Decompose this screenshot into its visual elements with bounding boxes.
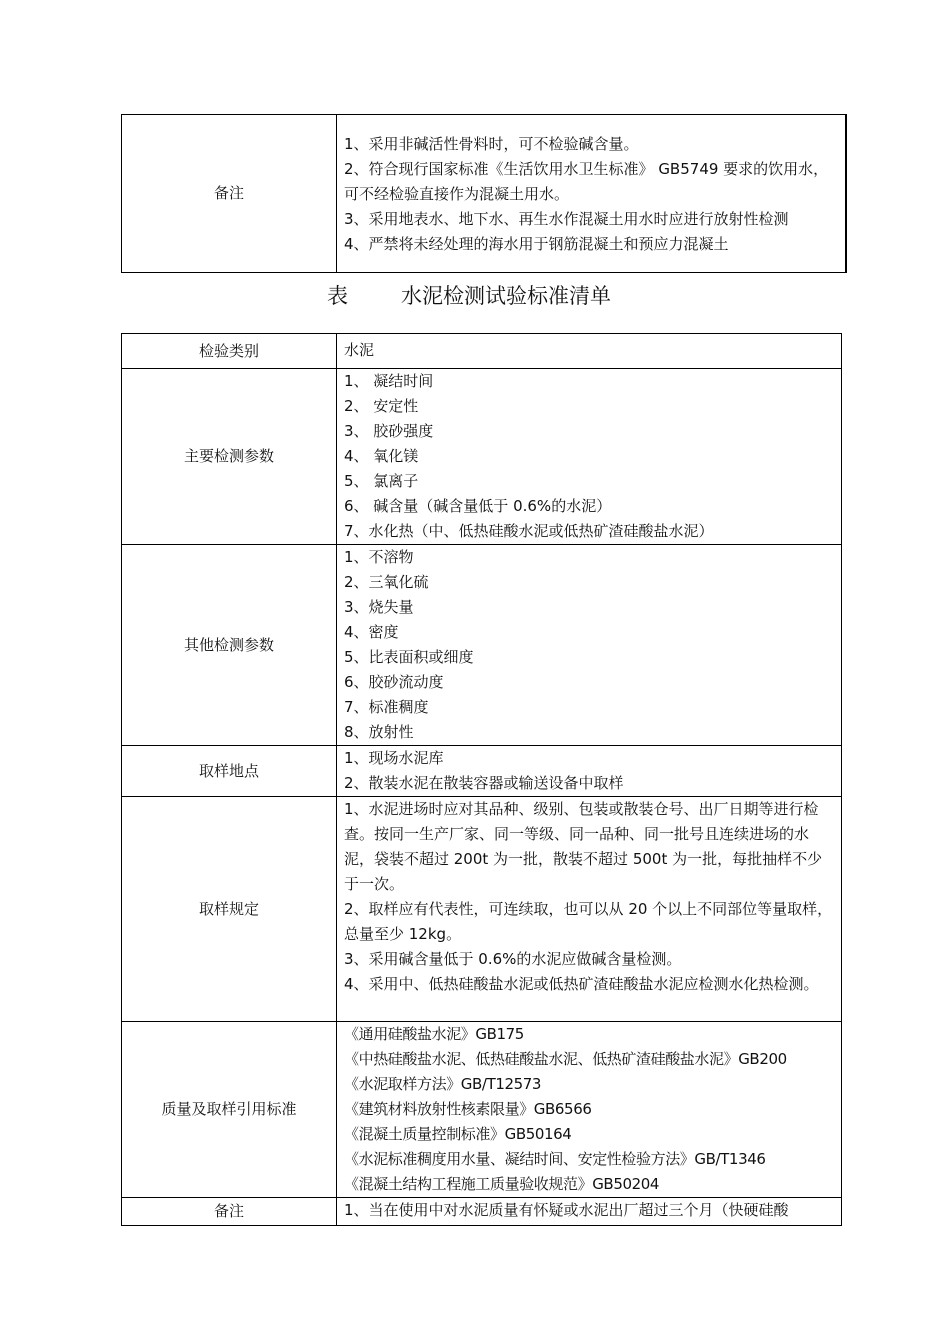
list-item: 1、水泥进场时应对其品种、级别、包装或散装仓号、出厂日期等进行检查。按同一生产厂家、同一等级、同一品种、同一批号且连续进场的水泥，袋装不超过 200t 为一批，散装不超过 500t 为一批，每批抽样不少于一次。 [344,800,823,893]
list-item: 5、 氯离子 [344,472,419,490]
list-item: 2、 安定性 [344,397,419,415]
table-row [122,545,842,746]
list-item: 6、胶砂流动度 [344,673,444,691]
sampling-location-content [337,746,842,797]
list-item: 《建筑材料放射性核素限量》GB6566 [344,1100,592,1118]
list-item: 2、三氧化硫 [344,573,429,591]
row-label-sampling-location: 取样地点 [122,746,337,797]
caption-title: 水泥检测试验标准清单 [401,284,611,308]
list-item: 《水泥标准稠度用水量、凝结时间、安定性检验方法》GB/T1346 [344,1150,766,1168]
remarks-content [337,1198,842,1226]
cement-standards-table [121,333,842,1226]
list-item: 4、采用中、低热硅酸盐水泥或低热矿渣硅酸盐水泥应检测水化热检测。 [344,975,819,993]
list-item: 《混凝土质量控制标准》GB50164 [344,1125,572,1143]
list-item: 《通用硅酸盐水泥》GB175 [344,1025,524,1043]
list-item: 4、密度 [344,623,399,641]
water-remarks-table [121,114,847,273]
list-item: 7、标准稠度 [344,698,429,716]
list-item: 《中热硅酸盐水泥、低热硅酸盐水泥、低热矿渣硅酸盐水泥》GB200 [344,1050,787,1068]
table-row [122,369,842,545]
list-item: 1、采用非碱活性骨料时，可不检验碱含量。 [344,135,639,153]
list-item: 3、采用碱含量低于 0.6%的水泥应做碱含量检测。 [344,950,682,968]
list-item: 3、采用地表水、地下水、再生水作混凝土用水时应进行放射性检测 [344,210,789,228]
row-label-remarks: 备注 [122,1198,337,1226]
list-item: 6、 碱含量（碱含量低于 0.6%的水泥） [344,497,612,515]
table-row [122,797,842,1022]
table-row [122,115,847,273]
list-item: 3、 胶砂强度 [344,422,434,440]
row-label-remarks: 备注 [122,115,337,273]
category-value: 水泥 [337,334,842,369]
list-item: 2、散装水泥在散装容器或输送设备中取样 [344,774,624,792]
row-label-main-params: 主要检测参数 [122,369,337,545]
row-label-category: 检验类别 [122,334,337,369]
caption-prefix: 表 [327,284,348,308]
list-item: 1、不溶物 [344,548,414,566]
sampling-rules-content [337,797,842,1022]
table-row [122,1022,842,1198]
list-item: 7、水化热（中、低热硅酸水泥或低热矿渣硅酸盐水泥） [344,522,714,540]
list-item: 《混凝土结构工程施工质量验收规范》GB50204 [344,1175,660,1193]
list-item: 《水泥取样方法》GB/T12573 [344,1075,542,1093]
list-item: 2、符合现行国家标准《生活饮用水卫生标准》 GB5749 要求的饮用水，可不经检验直接作为混凝土用水。 [344,160,829,203]
list-item: 8、放射性 [344,723,414,741]
list-item: 4、严禁将未经处理的海水用于钢筋混凝土和预应力混凝土 [344,235,729,253]
table-caption [0,276,950,310]
main-params-content [337,369,842,545]
list-item: 4、 氧化镁 [344,447,419,465]
table-row [122,746,842,797]
table-row [122,1198,842,1226]
list-item: 2、取样应有代表性，可连续取，也可以从 20 个以上不同部位等量取样，总量至少 12kg。 [344,900,833,943]
standards-content [337,1022,842,1198]
row-label-sampling-rules: 取样规定 [122,797,337,1022]
row-label-other-params: 其他检测参数 [122,545,337,746]
list-item: 3、烧失量 [344,598,414,616]
row-label-standards: 质量及取样引用标准 [122,1022,337,1198]
table-row [122,334,842,369]
other-params-content [337,545,842,746]
list-item: 1、 凝结时间 [344,372,434,390]
list-item: 1、现场水泥库 [344,749,444,767]
remarks-content [337,115,847,273]
list-item: 1、当在使用中对水泥质量有怀疑或水泥出厂超过三个月（快硬硅酸 [344,1201,789,1219]
list-item: 5、比表面积或细度 [344,648,474,666]
